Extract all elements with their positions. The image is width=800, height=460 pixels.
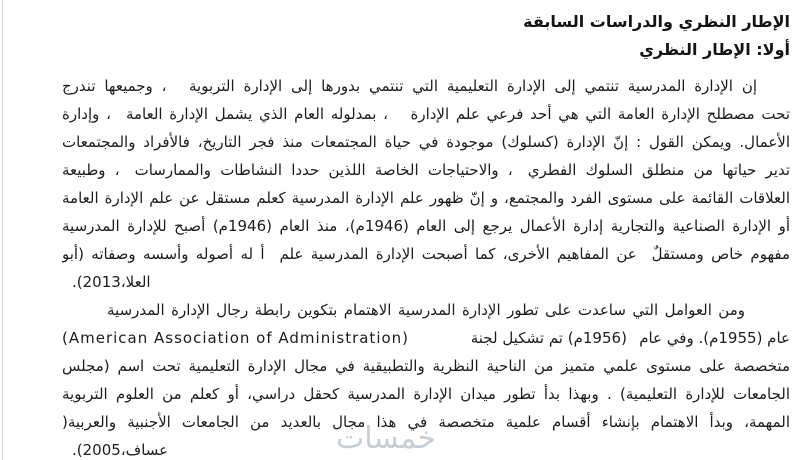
body-line: المهمة، وبدأ الاهتمام بإنشاء أقسام علمية متخصصة في هذا مجال بالعديد من الجامعات الأجنبية والعربية( <box>62 413 790 431</box>
section-title: الإطار النظري والدراسات السابقة <box>523 12 790 31</box>
body-line: تدير حياتها من منطلق السلوك الفطري ، والاحتياجات الخاصة اللذين حددا النشاطات والممارسات ، وطبيعة <box>62 161 790 179</box>
body-line: تحت مصطلح الإدارة العامة التي هي أحد فرعي علم الإدارة ، بمدلوله العام الذي يشمل الإدارة العامة ، وإدارة <box>62 105 790 123</box>
body-line: الجامعات للإدارة التعليمية) . وبهذا بدأ تطور ميدان الإدارة المدرسية كحقل دراسي، أو كعلم من العلوم التربوية <box>62 385 790 403</box>
body-line-mixed <box>62 324 790 352</box>
body-line-citation: عساف،2005). <box>72 441 169 459</box>
body-line: مفهوم خاص ومستقلٌ عن المفاهيم الأخرى، كما أصبحت الإدارة المدرسية علم أ له أصوله وأسسه وصفاته (أبو <box>62 245 790 263</box>
khamsat-watermark: خمسات <box>336 421 437 456</box>
body-line: متخصصة على مستوى علمي متميز من الناحية النظرية والتطبيقية في مجال الإدارة التعليمية تحت اسم (مجلس <box>62 357 790 375</box>
body-line: ومن العوامل التي ساعدت على تطور الإدارة المدرسية الاهتمام بتكوين رابطة رجال الإدارة المدرسية <box>107 301 745 319</box>
body-line-citation: العلا،2013). <box>72 273 151 291</box>
body-line: إن الإدارة المدرسية تنتمي إلى الإدارة التعليمية التي تنتمي بدورها إلى الإدارة التربوية ، وجميعها تندرج <box>62 77 757 95</box>
body-line: أو الإدارة الصناعية والتجارية إدارة الأعمال يرجع إلى العام (1946م)، منذ العام (1946م) أصبح للإدارة المدرسية <box>62 217 790 235</box>
english-association-name: (American Association of Administration) <box>62 329 410 347</box>
body-line: الأعمال. ويمكن القول : إنّ الإدارة (كسلوك) موجودة في حياة المجتمعات منذ فجر التاريخ، فالأفراد والمجتمعات <box>62 133 790 151</box>
subsection-title: أولا: الإطار النظري <box>639 40 790 59</box>
page-left-edge-line <box>2 0 3 460</box>
body-line: العلاقات القائمة على مستوى الفرد والمجتمع، و إنّ ظهور علم الإدارة المدرسية كعلم مستقل عن علم الإدارة العامة <box>62 189 790 207</box>
paragraph-1 <box>62 72 790 296</box>
arabic-line-part: عام (1955م). وفي عام (1956م) تم تشكيل لجنة <box>470 329 790 347</box>
